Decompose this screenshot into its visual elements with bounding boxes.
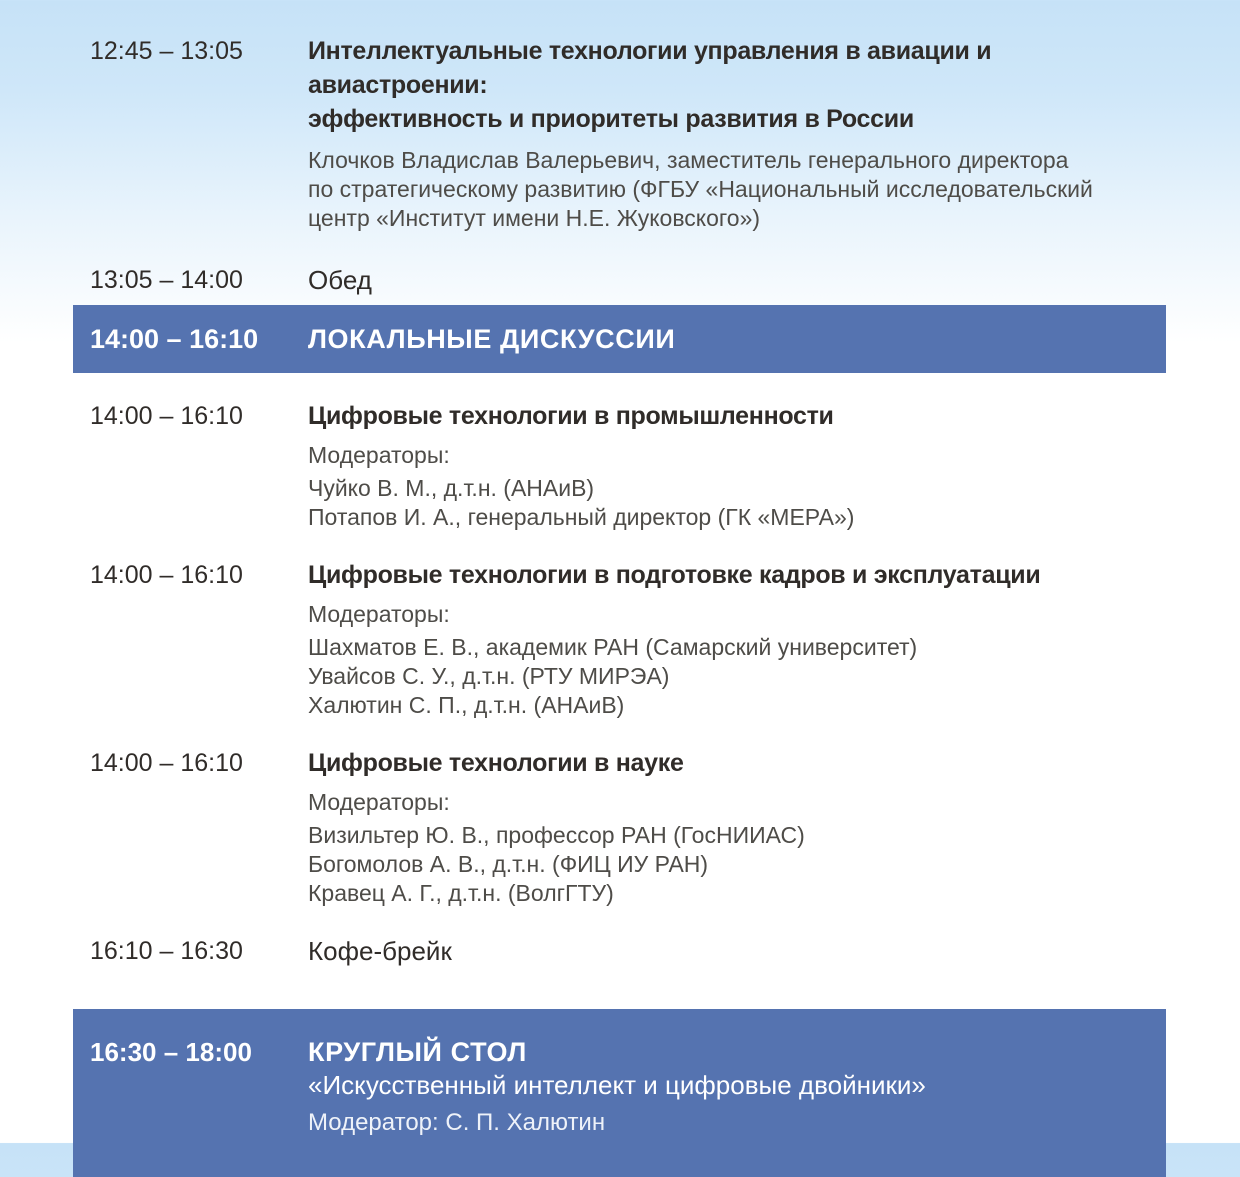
session-content xyxy=(308,746,1153,908)
session-title-line: Интеллектуальные технологии управления в авиации и авиастроении: xyxy=(308,37,992,99)
moderator-name: Визильтер Ю. В., профессор РАН (ГосНИИАС) xyxy=(308,822,805,848)
moderators-list xyxy=(308,821,1153,908)
session-content xyxy=(308,263,1153,297)
moderators-label: Модераторы: xyxy=(308,601,450,627)
moderators-label: Модераторы: xyxy=(308,442,450,468)
session-time: 13:05 – 14:00 xyxy=(90,266,243,294)
session-row-training xyxy=(0,558,1240,720)
session-time: 14:00 – 16:10 xyxy=(90,402,243,430)
session-title-line: эффективность и приоритеты развития в России xyxy=(308,105,914,133)
moderator-name: Халютин С. П., д.т.н. (АНАиВ) xyxy=(308,692,625,718)
round-table-subtitle: «Искусственный интеллект и цифровые двойники» xyxy=(308,1070,926,1100)
speaker-block xyxy=(308,146,1153,233)
moderator-name: Богомолов А. В., д.т.н. (ФИЦ ИУ РАН) xyxy=(308,851,709,877)
moderator-name: Потапов И. А., генеральный директор (ГК «МЕРА») xyxy=(308,504,855,530)
speaker-line: центр «Институт имени Н.Е. Жуковского») xyxy=(308,205,761,231)
moderator-name: Шахматов Е. В., академик РАН (Самарский университет) xyxy=(308,634,918,660)
speaker-line: Клочков Владислав Валерьевич, заместитель генерального директора xyxy=(308,147,1069,173)
banner-title: ЛОКАЛЬНЫЕ ДИСКУССИИ xyxy=(308,324,676,354)
round-table-title: КРУГЛЫЙ СТОЛ xyxy=(308,1037,527,1067)
session-row-science xyxy=(0,746,1240,908)
moderators-list xyxy=(308,474,1153,532)
session-title: Цифровые технологии в науке xyxy=(308,749,684,777)
coffee-label: Кофе-брейк xyxy=(308,936,452,966)
banner-content xyxy=(308,322,1153,356)
session-row-coffee xyxy=(0,934,1240,968)
moderators-list xyxy=(308,633,1153,720)
banner-time: 14:00 – 16:10 xyxy=(90,324,259,354)
moderators-label: Модераторы: xyxy=(308,789,450,815)
round-table-moderator: Модератор: С. П. Халютин xyxy=(308,1109,606,1136)
session-time: 12:45 – 13:05 xyxy=(90,37,243,65)
session-row-lunch xyxy=(0,263,1240,297)
session-title: Цифровые технологии в подготовке кадров и эксплуатации xyxy=(308,561,1041,589)
lunch-label: Обед xyxy=(308,265,372,295)
session-time: 14:00 – 16:10 xyxy=(90,561,243,589)
session-time: 14:00 – 16:10 xyxy=(90,749,243,777)
session-content xyxy=(308,558,1153,720)
session-content xyxy=(308,34,1153,233)
banner-content xyxy=(308,1035,1153,1177)
session-time: 16:10 – 16:30 xyxy=(90,937,243,965)
speaker-line: по стратегическому развитию (ФГБУ «Национальный исследовательский xyxy=(308,176,1093,202)
banner-time: 16:30 – 18:00 xyxy=(90,1037,252,1067)
session-title: Цифровые технологии в промышленности xyxy=(308,402,834,430)
banner-local-discussions xyxy=(73,305,1166,373)
session-content xyxy=(308,934,1153,968)
moderator-name: Чуйко В. М., д.т.н. (АНАиВ) xyxy=(308,475,595,501)
session-row-industry xyxy=(0,399,1240,532)
moderator-name: Увайсов С. У., д.т.н. (РТУ МИРЭА) xyxy=(308,663,670,689)
banner-round-table xyxy=(73,1009,1166,1177)
moderator-name: Кравец А. Г., д.т.н. (ВолгГТУ) xyxy=(308,880,614,906)
session-row-plenary xyxy=(0,34,1240,233)
session-content xyxy=(308,399,1153,532)
